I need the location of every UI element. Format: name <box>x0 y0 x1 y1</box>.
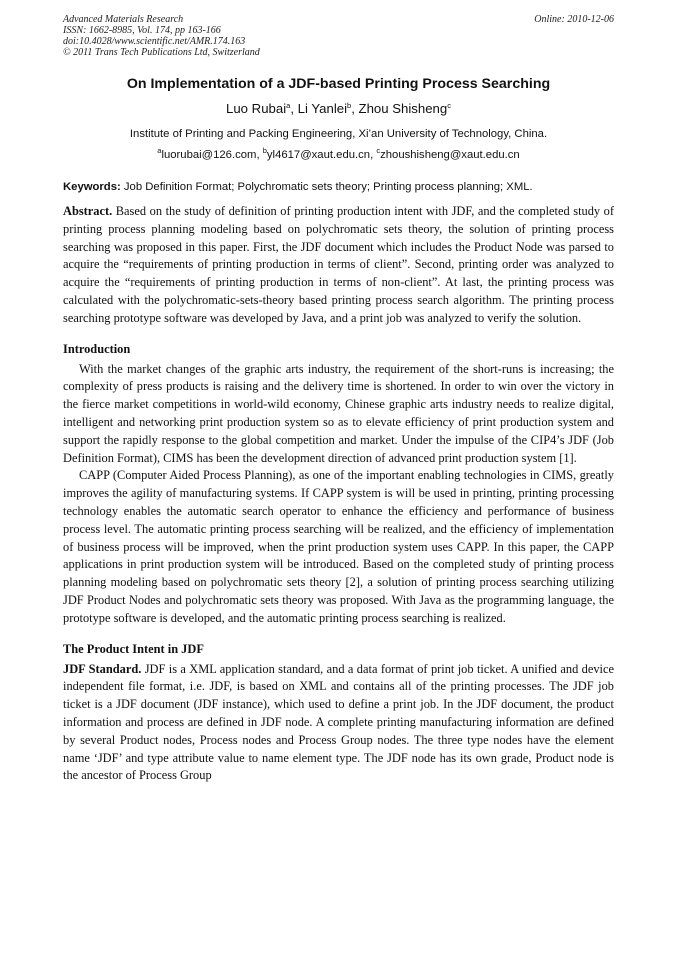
keywords-text: Job Definition Format; Polychromatic sets theory; Printing process planning; XML. <box>123 181 533 193</box>
author-sup: a <box>286 101 291 110</box>
email-sup: c <box>376 146 381 155</box>
keywords-label: Keywords: <box>63 181 121 193</box>
body-paragraph: With the market changes of the graphic arts industry, the requirement of the short-runs is increasing; the complexity of press products is raising and the delivery time is shortened. In order to win over the victory in the fierce market competitions in world-wild economy, Chinese graphic arts industry needs to realize digital, intelligent and networking print production system so as to elevate efficiency of print production system and support the rapidly response to the global competition and market. Under the impulse of the CIP4’s JDF (Job Definition Format), CIMS has been the development direction of advanced print production system [1]. <box>63 361 614 465</box>
paper-page <box>63 14 614 785</box>
author-name: Luo Rubai <box>226 101 287 116</box>
online-date: Online: 2010-12-06 <box>534 14 614 25</box>
abstract <box>63 203 614 328</box>
author-name: Zhou Shisheng <box>358 101 448 116</box>
journal-name: Advanced Materials Research <box>63 14 184 25</box>
email-link[interactable]: luorubai@126.com <box>161 149 257 161</box>
email-list: $^a$luorubai@126.com, $^b$yl4617@xaut.edu.cn, $^c$zhoushisheng@xaut.edu.cn <box>157 146 520 161</box>
email-sup: b <box>262 146 267 155</box>
abstract-text: Based on the study of definition of printing production intent with JDF, and the completed study of printing process planning modeling based on polychromatic sets theory, the solution of printing process searching was proposed in this paper. First, the JDF document which includes the Product Node was parsed to acquire the “requirements of printing production in terms of client”. Second, printing order was analyzed to acquire the “requirements of printing production in terms of non-client”. At last, the printing process was calculated with the polychromatic-sets-theory based printing process search algorithm. The printing process searching prototype software was developed by Java, and a print job was analyzed to verify the solution. <box>63 204 614 325</box>
author-sup: c <box>447 101 451 110</box>
issn-line: ISSN: 1662-8985, Vol. 174, pp 163-166 <box>63 25 221 36</box>
body-text: JDF is a XML application standard, and a data format of print job ticket. A unified and device independent file format, i.e. JDF, is based on XML and contains all of the printing processes. The JDF job ticket is a JDF document (JDF instance), which used to define a print job. In the JDF document, the product information and process are defined in JDF node. A complete printing manufacturing information are defined by several Product nodes, Process nodes and Process Group nodes. The three type nodes have the element name ‘JDF’ and type attribute value to name element type. The JDF node has its own grade, Product node is the ancestor of Process Group <box>63 661 614 783</box>
author-list: Luo Rubai$^a$, Li Yanlei$^b$, Zhou Shisheng$^c$ <box>226 101 451 116</box>
body-paragraph <box>63 661 614 786</box>
abstract-label: Abstract. <box>63 204 113 218</box>
paper-title: On Implementation of a JDF-based Printing Process Searching <box>126 76 551 92</box>
doi-line: doi:10.4028/www.scientific.net/AMR.174.163 <box>63 36 246 47</box>
email-link[interactable]: zhoushisheng@xaut.edu.cn <box>380 149 520 161</box>
copyright-line: © 2011 Trans Tech Publications Ltd, Switzerland <box>63 47 260 58</box>
affiliation: Institute of Printing and Packing Engineering, Xi’an University of Technology, China. <box>129 128 548 140</box>
keywords <box>63 181 614 193</box>
body-paragraph: CAPP (Computer Aided Process Planning), as one of the important enabling technologies in CIMS, greatly improves the agility of manufacturing systems. If CAPP system is will be used in printing, printing processing technology enables the automatic search operator to enhance the efficiency and performance of business process level. The automatic printing process searching will be realized, and the efficiency of implementation of business process will be improved, when the print production system uses CAPP. In this paper, the CAPP applications in print production system will be introduced. Based on the completed study of printing process planning modeling based on polychromatic sets theory [2], a solution of printing process searching utilizing JDF Product Nodes and polychromatic sets theory was proposed. With Java as the programming language, the prototype software is developed, and the automatic printing process searching is realized. <box>63 468 614 625</box>
section-heading-product-intent: The Product Intent in JDF <box>63 641 204 656</box>
subsection-label: JDF Standard. <box>63 661 142 676</box>
author-name: Li Yanlei <box>297 101 348 116</box>
author-sup: b <box>347 101 352 110</box>
journal-header <box>63 14 614 58</box>
email-sup: a <box>157 146 162 155</box>
email-link[interactable]: yl4617@xaut.edu.cn <box>266 149 371 161</box>
section-heading-introduction: Introduction <box>63 341 131 356</box>
